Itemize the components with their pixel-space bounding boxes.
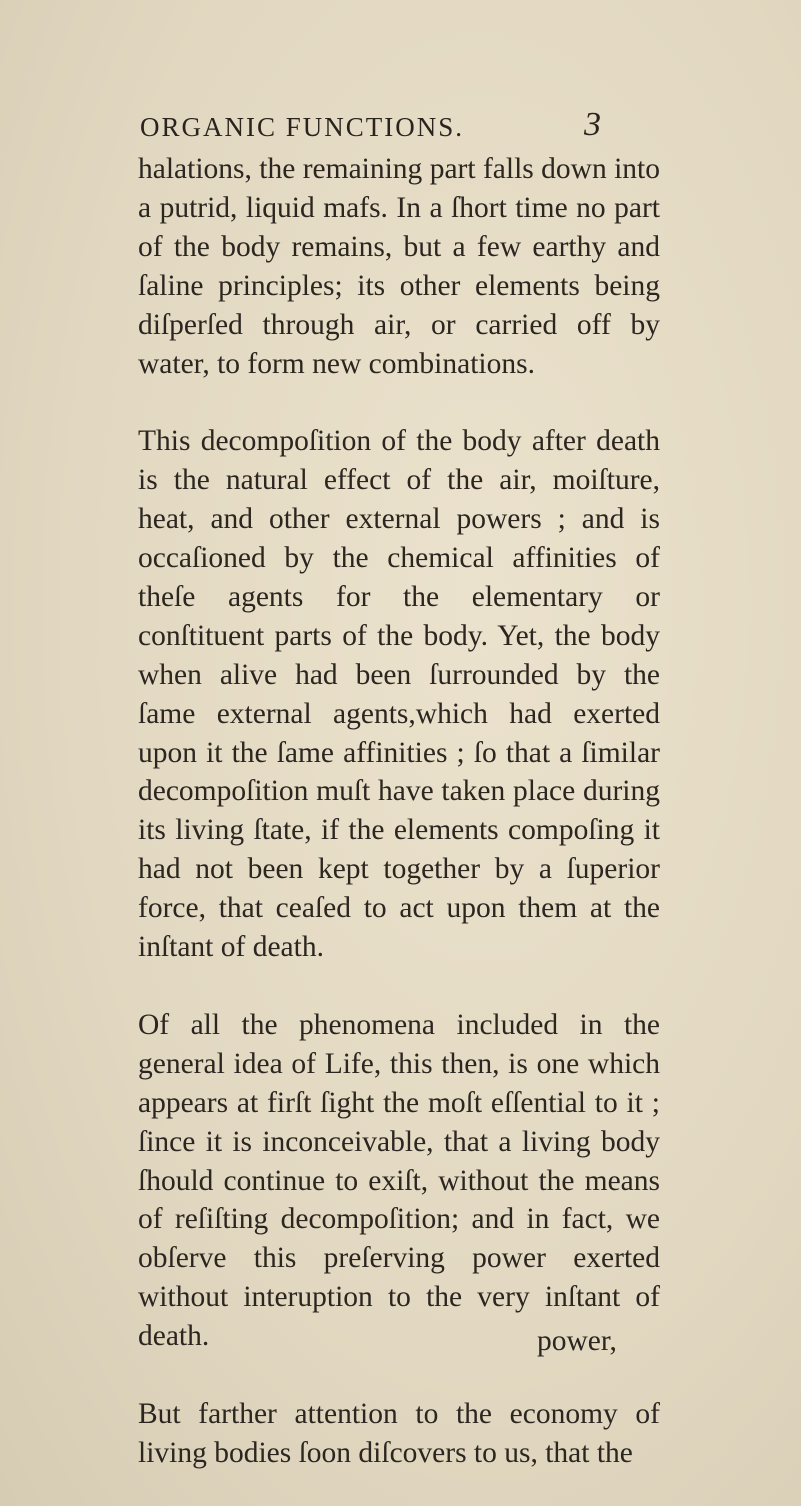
body-text: [138, 150, 660, 1473]
paragraph-4: But farther attention to the economy of living bodies ſoon diſcovers to us, that the: [138, 1397, 660, 1469]
catchword: power,: [537, 1325, 617, 1357]
paragraph-3: Of all the phenomena included in the general idea of Life, this then, is one which appears at firſt ſight the moſt eſſential to it ; ſince it is inconceivable, that a living body ſhould continue to exiſt, without the means of reſiſting decompoſition; and in fact, we obſerve this preſerving power exerted without interuption to the very inſtant of death.: [138, 1008, 660, 1353]
page-number: 3: [584, 106, 601, 143]
running-head: ORGANIC FUNCTIONS.: [140, 112, 465, 142]
paragraph-1: halations, the remaining part falls down into a putrid, liquid mafs. In a ſhort time no part of the body remains, but a few earthy and ſaline principles; its other elements being diſperſed through air, or carried off by water, to form new combinations.: [138, 153, 660, 380]
paragraph-2: This decompoſition of the body after death is the natural effect of the air, moiſture, heat, and other external powers ; and is occaſioned by the chemical affinities of theſe agents for the elementary or conſtituent parts of the body. Yet, the body when alive had been ſurrounded by the ſame external agents,which had exerted upon it the ſame affinities ; ſo that a ſimilar decompoſition muſt have taken place during its living ſtate, if the elements compoſing it had not been kept together by a ſuperior force, that ceaſed to act upon them at the inſtant of death.: [138, 425, 660, 964]
